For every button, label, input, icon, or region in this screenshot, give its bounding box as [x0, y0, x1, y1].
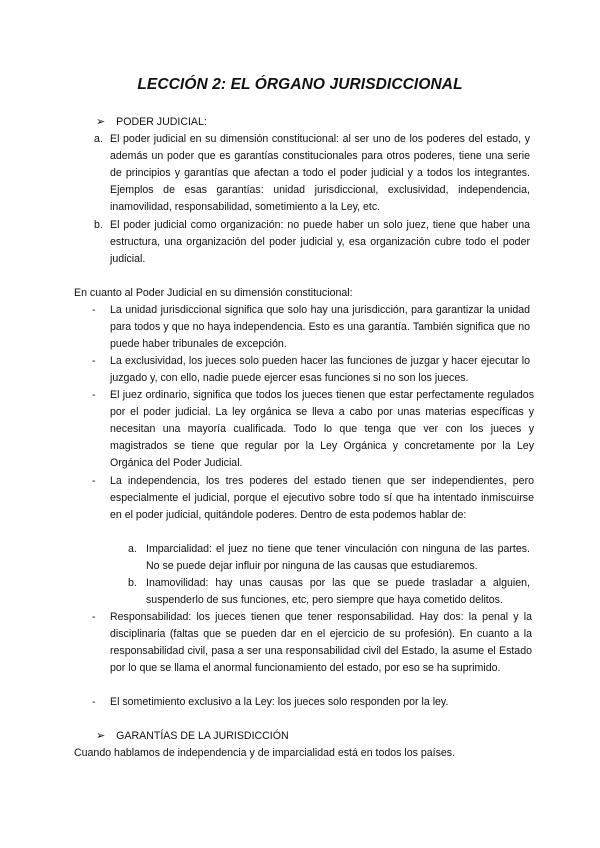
- list-marker: b.: [128, 577, 137, 589]
- paragraph: Cuando hablamos de independencia y de imparcialidad está en todos los países.: [74, 747, 456, 759]
- list-marker: -: [92, 355, 96, 367]
- arrow-bullet-icon: ➢: [96, 116, 106, 128]
- list-item: La exclusividad, los jueces solo pueden hacer las funciones de juzgar y hacer ejecutar lo juzgado y, con ello, nadie puede ejercer esas funciones si no son los jueces.: [110, 355, 530, 385]
- list-marker: b.: [94, 219, 103, 231]
- page-title: LECCIÓN 2: EL ÓRGANO JURISDICCIONAL: [137, 76, 463, 93]
- list-marker: -: [92, 696, 96, 708]
- list-item: El sometimiento exclusivo a la Ley: los jueces solo responden por la ley.: [110, 696, 449, 708]
- list-item: El poder judicial como organización: no puede haber un solo juez, tiene que haber una estructura, una organización del poder judicial y, esa organización cubre todo el poder judicial.: [110, 219, 530, 266]
- list-marker: a.: [94, 133, 103, 145]
- list-marker: a.: [128, 543, 137, 555]
- list-item: Inamovilidad: hay unas causas por las que se puede trasladar a alguien, suspenderlo de sus funciones, etc, pero siempre que haya cometido delitos.: [146, 577, 530, 607]
- section-heading-garantias: [96, 728, 289, 745]
- list-item: La independencia, los tres poderes del estado tienen que ser independientes, pero especialmente el judicial, porque el ejecutivo sobre todo sí que ha intentado inmiscuirse en el poder judicial, quitándole poderes. Dentro de esta podemos hablar de:: [110, 475, 534, 522]
- list-item: El poder judicial en su dimensión constitucional: al ser uno de los poderes del estado, y además un poder que es garantías constitucionales para otros poderes, tiene una serie de principios y garantías que afectan a todo el poder judicial y a todos los integrantes. Ejemplos de esas garantías: unidad jurisdiccional, exclusividad, independencia, inamovilidad, responsabilidad, sometimiento a la Ley, etc.: [110, 133, 530, 214]
- heading-text: PODER JUDICIAL:: [116, 116, 207, 128]
- list-item: El juez ordinario, significa que todos los jueces tienen que estar perfectamente regulados por el poder judicial. La ley orgánica se lleva a cabo por unas materias específicas y necesitan una mayoría cualificada. Todo lo que tenga que ver con los jueces y magistrados se tiene que regular por la Ley Orgánica y concretamente por la Ley Orgánica del Poder Judicial.: [110, 389, 534, 470]
- list-marker: -: [92, 389, 96, 401]
- list-marker: -: [92, 611, 96, 623]
- list-item: Responsabilidad: los jueces tienen que tener responsabilidad. Hay dos: la penal y la disciplinaria (faltas que se pueden dar en el ejercicio de su profesión). En cuanto a la responsabilidad civil, pasa a ser una responsabilidad civil del Estado, la asume el Estado por lo que se llama el anormal funcionamiento del estado, por eso se ha suprimido.: [110, 611, 532, 675]
- section-heading-poder-judicial: [96, 114, 207, 131]
- list-item: Imparcialidad: el juez no tiene que tener vinculación con ninguna de las partes. No se puede dejar influir por ninguna de las causas que estudiaremos.: [146, 543, 530, 573]
- list-item: La unidad jurisdiccional significa que solo hay una jurisdicción, para garantizar la unidad para todos y que no haya independencia. Esto es una garantía. También significa que no puede haber tribunales de excepción.: [110, 304, 530, 351]
- arrow-bullet-icon: ➢: [96, 730, 106, 742]
- paragraph: En cuanto al Poder Judicial en su dimensión constitucional:: [74, 287, 353, 299]
- list-marker: -: [92, 304, 96, 316]
- list-marker: -: [92, 475, 96, 487]
- heading-text: GARANTÍAS DE LA JURISDICCIÓN: [116, 730, 289, 742]
